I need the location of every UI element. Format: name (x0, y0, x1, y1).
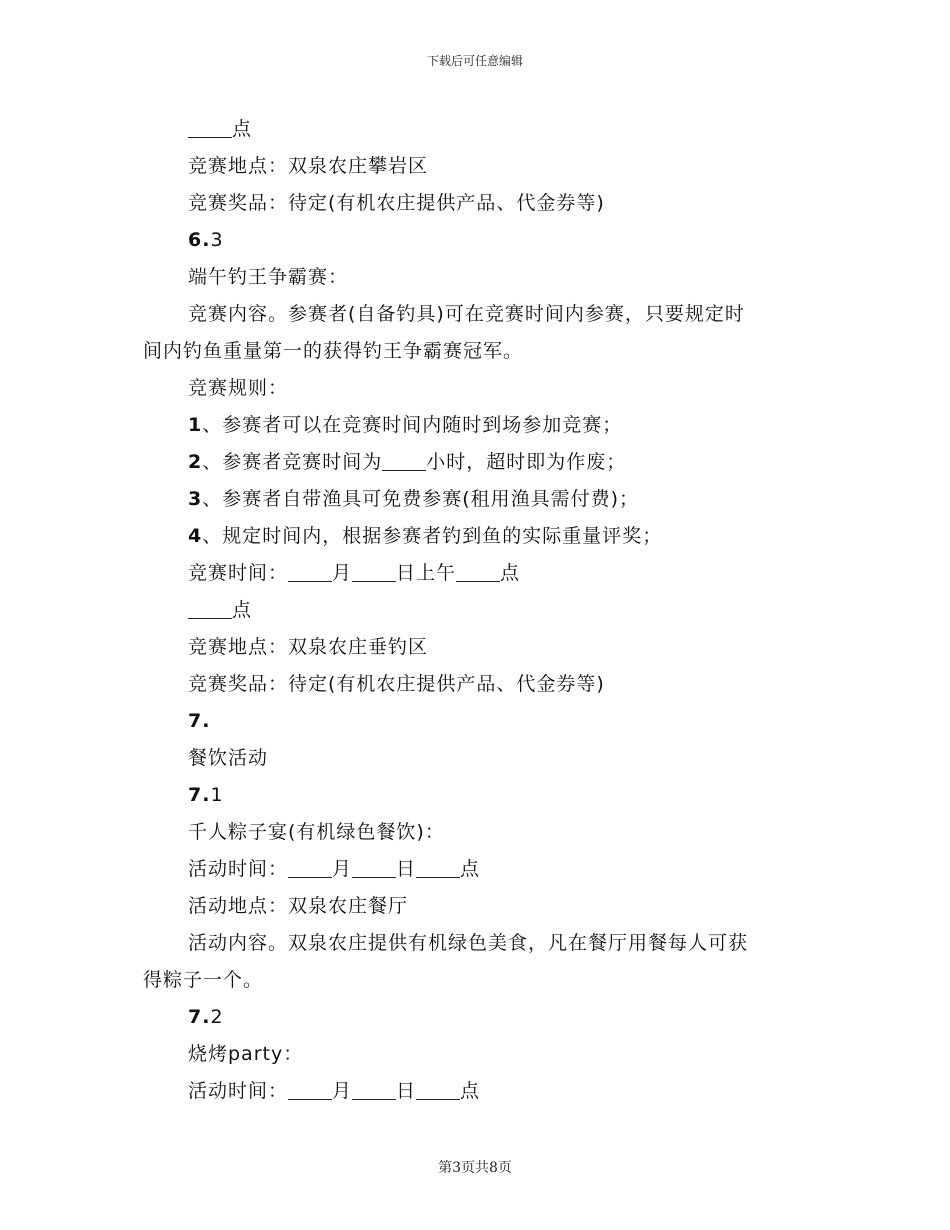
rule-item-2: 2、参赛者竞赛时间为 小时，超时即为作废； (188, 451, 627, 473)
bbq-party-title: 烧烤party： (188, 1043, 304, 1065)
blank-field (288, 1079, 332, 1100)
zongzi-banquet-title: 千人粽子宴(有机绿色餐饮)： (188, 821, 445, 843)
bbq-time-line: 活动时间： 月 日 点 (188, 1080, 481, 1102)
blank-field (382, 450, 426, 471)
blank-field (188, 598, 232, 619)
climbing-prize-line: 竞赛奖品：待定(有机农庄提供产品、代金券等) (188, 192, 605, 214)
page-footer: 第3页共8页 (438, 1160, 512, 1176)
blank-field (456, 561, 500, 582)
blank-field (416, 1079, 460, 1100)
dining-section-title: 餐饮活动 (188, 747, 269, 769)
fishing-time-line: 竞赛时间： 月 日上午 点 (188, 562, 521, 584)
section-7-1-number: 7.1 (188, 784, 224, 806)
fishing-venue-line: 竞赛地点：双泉农庄垂钓区 (188, 636, 429, 658)
blank-field (352, 857, 396, 878)
climbing-venue-line: 竞赛地点：双泉农庄攀岩区 (188, 155, 429, 177)
banquet-content-line-2: 得粽子一个。 (143, 969, 264, 991)
section-6-3-number: 6.3 (188, 229, 224, 251)
blank-field (288, 561, 332, 582)
banquet-content-line-1: 活动内容。双泉农庄提供有机绿色美食，凡在餐厅用餐每人可获 (188, 932, 749, 954)
rule-item-4: 4、规定时间内，根据参赛者钓到鱼的实际重量评奖； (188, 525, 663, 547)
document-body (143, 111, 803, 1110)
blank-field (352, 1079, 396, 1100)
blank-field (352, 561, 396, 582)
fishing-rules-heading: 竞赛规则： (188, 377, 289, 399)
fishing-time-continuation: 点 (143, 592, 803, 629)
blank-field (188, 117, 232, 138)
fishing-content-line-2: 间内钓鱼重量第一的获得钓王争霸赛冠军。 (143, 340, 524, 362)
banquet-time-line: 活动时间： 月 日 点 (188, 858, 481, 880)
fishing-content-line-1: 竞赛内容。参赛者(自备钓具)可在竞赛时间内参赛，只要规定时 (188, 303, 745, 325)
section-7-number: 7. (188, 710, 211, 732)
rule-item-1: 1、参赛者可以在竞赛时间内随时到场参加竞赛； (188, 414, 623, 436)
page-header: 下载后可任意编辑 (426, 54, 523, 68)
fishing-prize-line: 竞赛奖品：待定(有机农庄提供产品、代金券等) (188, 673, 605, 695)
blank-field (288, 857, 332, 878)
blank-field (416, 857, 460, 878)
fishing-contest-title: 端午钓王争霸赛： (188, 266, 349, 288)
banquet-venue-line: 活动地点：双泉农庄餐厅 (188, 895, 409, 917)
section-7-2-number: 7.2 (188, 1006, 224, 1028)
rule-item-3: 3、参赛者自带渔具可免费参赛(租用渔具需付费)； (188, 488, 640, 510)
time-continuation-line: 点 (143, 111, 803, 148)
